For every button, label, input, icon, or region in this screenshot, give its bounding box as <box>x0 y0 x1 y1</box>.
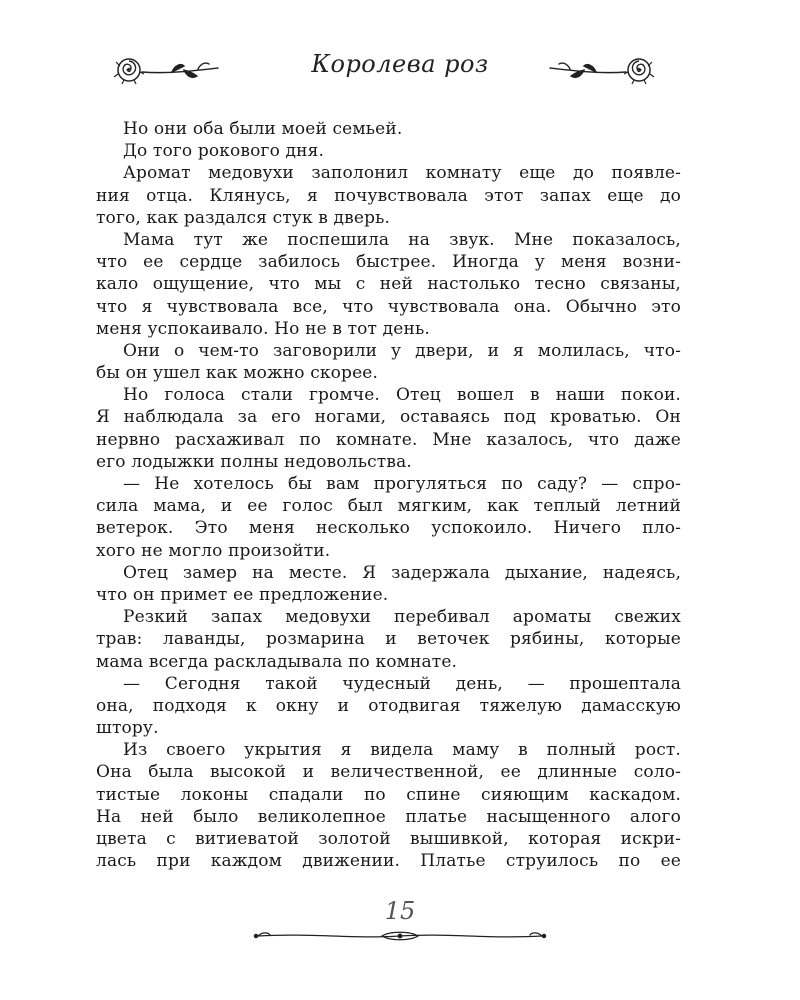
text-line: его лодыжки полны недовольства. <box>96 451 412 472</box>
text-line: Я наблюдала за его ногами, оставаясь под кроватью. Он <box>96 407 681 428</box>
text-line: — Сегодня такой чудесный день, — прошептала <box>123 673 681 694</box>
text-line: меня успокаивало. Но не в тот день. <box>96 318 430 339</box>
text-line: она, подходя к окну и отодвигая тяжелую дамасскую <box>96 695 681 716</box>
text-line: тистые локоны спадали по спине сияющим каскадом. <box>96 784 681 805</box>
text-line: бы он ушел как можно скорее. <box>96 363 379 384</box>
running-header <box>0 48 800 98</box>
text-line: Резкий запах медовухи перебивал ароматы свежих <box>123 607 681 628</box>
text-line: ветерок. Это меня несколько успокоило. Ничего пло- <box>96 518 681 539</box>
text-line: Они о чем-то заговорили у двери, и я молилась, что- <box>123 340 681 361</box>
text-line: — Не хотелось бы вам прогуляться по саду? — спро- <box>123 474 681 494</box>
text-line: До того рокового дня. <box>123 141 325 162</box>
body-text <box>96 118 681 872</box>
text-line: мама всегда раскладывала по комнате. <box>96 651 458 672</box>
text-line: цвета с витиеватой золотой вышивкой, которая искри- <box>96 829 681 849</box>
text-line: Из своего укрытия я видела маму в полный рост. <box>123 740 681 761</box>
text-line: Но они оба были моей семьей. <box>123 119 403 139</box>
text-line: Но голоса стали громче. Отец вошел в наши покои. <box>123 385 681 406</box>
book-title: Королева роз <box>311 50 489 78</box>
text-line: того, как раздался стук в дверь. <box>96 207 391 228</box>
page-footer <box>0 895 800 955</box>
rose-ornament-right-icon <box>546 52 656 86</box>
page-number: 15 <box>384 897 416 925</box>
scroll-divider-icon <box>252 929 548 943</box>
text-line: Мама тут же поспешила на звук. Мне показалось, <box>123 229 681 250</box>
text-line: Она была высокой и величественной, ее длинные соло- <box>96 762 681 783</box>
text-line: Аромат медовухи заполонил комнату еще до появле- <box>123 163 681 184</box>
text-line: хого не могло произойти. <box>96 540 331 561</box>
text-line: ния отца. Клянусь, я почувствовала этот запах еще до <box>96 185 681 206</box>
text-line: трав: лаванды, розмарина и веточек рябины, которые <box>96 629 681 650</box>
text-line: На ней было великолепное платье насыщенного алого <box>96 806 681 827</box>
text-line: что я чувствовала все, что чувствовала она. Обычно это <box>96 296 681 317</box>
text-line: что ее сердце забилось быстрее. Иногда у меня возни- <box>96 252 681 273</box>
text-line: лась при каждом движении. Платье струилось по ее <box>96 851 681 872</box>
text-line: Отец замер на месте. Я задержала дыхание, надеясь, <box>123 562 681 583</box>
text-line: нервно расхаживал по комнате. Мне казалось, что даже <box>96 429 681 450</box>
text-line: что он примет ее предложение. <box>96 584 389 605</box>
text-line: штору. <box>96 718 159 739</box>
text-line: кало ощущение, что мы с ней настолько тесно связаны, <box>96 274 681 295</box>
text-line: сила мама, и ее голос был мягким, как теплый летний <box>96 496 681 517</box>
